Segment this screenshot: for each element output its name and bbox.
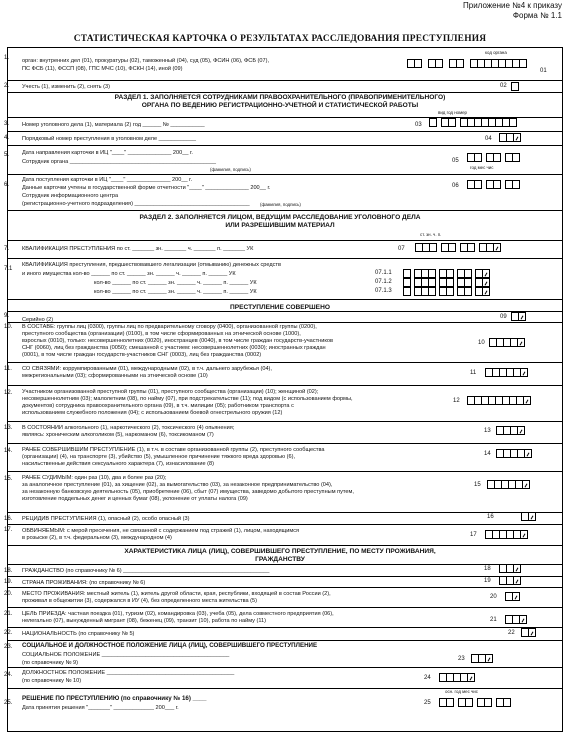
decision-date-text: Дата принятия решения "_______" _____________ 200___ г.: [22, 705, 179, 711]
row-number: 22.: [4, 630, 13, 636]
officer-caption: (фамилия, подпись): [210, 167, 251, 172]
code-box[interactable]: [448, 243, 456, 252]
code-box[interactable]: [414, 59, 422, 68]
code-04: 04: [485, 136, 492, 142]
code-07-1-1: 07.1.1: [375, 270, 392, 276]
row-number: 17.: [4, 527, 13, 533]
code-06: 06: [452, 183, 459, 189]
row-number: 1.: [4, 55, 10, 61]
code-box[interactable]: [522, 480, 530, 489]
laundering-row-2: кол-во ______ по ст. ______ зн. ______ ч. ______ п. ______ УК: [94, 280, 257, 286]
decision-text: РЕШЕНИЕ ПО ПРЕСТУПЛЕНИЮ (по справочнику № 16) ____: [22, 695, 207, 702]
date-cols: год мес чис: [470, 165, 494, 170]
row-number: 6.: [4, 182, 10, 188]
row-number: 24.: [4, 672, 13, 678]
code-07-1-2: 07.1.2: [375, 279, 392, 285]
code-12: 12: [453, 398, 460, 404]
section2-title-2: ИЛИ РАЗРЕШИВШИМ МАТЕРИАЛ: [225, 222, 335, 229]
info-center-text: Сотрудник информационного центра: [22, 193, 119, 199]
links-text-2: межрегиональными (03); сформированными на этнической основе (10): [22, 373, 208, 379]
code-box[interactable]: [428, 287, 436, 296]
code-box[interactable]: [493, 153, 501, 162]
form-number: Форма № 1.1: [512, 11, 562, 20]
row-number: 4.: [4, 135, 10, 141]
position-text: ДОЛЖНОСТНОЕ ПОЛОЖЕНИЕ _________________________________________: [22, 670, 235, 676]
code-box[interactable]: [517, 426, 525, 435]
code-box[interactable]: [464, 287, 472, 296]
laundering-text: КВАЛИФИКАЦИЯ преступления, предшествовавшего легализации (отмыванию) денежных средств: [22, 262, 281, 268]
characteristics-heading-2: ГРАЖДАНСТВУ: [255, 556, 305, 563]
participant-text-3: документов) сотрудника правоохранительного органа (09), в т.ч. милиции (05); работником транспорта с: [22, 403, 294, 409]
code-box[interactable]: [482, 287, 490, 296]
previously-committed-text: РАНЕЕ СОВЕРШИВШИМ ПРЕСТУПЛЕНИЕ (1), в т.ч. в составе организованной группы (2), преступного сообщества: [22, 447, 325, 453]
report-text: Данные карточки учтены в государственной форме отчетности "____" ______________ 200__ г.: [22, 185, 271, 191]
code-box[interactable]: [467, 673, 475, 682]
page-title: СТАТИСТИЧЕСКАЯ КАРТОЧКА О РЕЗУЛЬТАТАХ РАССЛЕДОВАНИЯ ПРЕСТУПЛЕНИЯ: [73, 34, 487, 44]
social-ref: (по справочнику № 9): [22, 660, 79, 666]
code-box[interactable]: [446, 269, 454, 278]
code-box[interactable]: [446, 287, 454, 296]
serial-text: Серийно (2): [22, 317, 54, 323]
code-box[interactable]: [509, 118, 517, 127]
row-number: 7.1: [4, 266, 13, 272]
row-number: 3.: [4, 121, 10, 127]
country-text: СТРАНА ПРОЖИВАНИЯ: (по справочнику № 6): [22, 580, 146, 586]
ordinal-text: Порядковый номер преступления в уголовном деле ____________: [22, 136, 196, 142]
participant-text: Участником организованной преступной группы (01), преступного сообщества (организации) (10); женщиной (02);: [22, 389, 319, 395]
code-box[interactable]: [503, 698, 511, 707]
links-text: СО СВЯЗЯМИ: коррумпированными (01), международными (02), в т.ч. дальнего зарубежья (04),: [22, 366, 272, 372]
code-box[interactable]: [493, 180, 501, 189]
code-17: 17: [470, 532, 477, 538]
code-14: 14: [484, 451, 491, 457]
code-25: 25: [424, 700, 431, 706]
code-box[interactable]: [512, 592, 520, 601]
organ-code-label: код органа: [485, 50, 507, 55]
row-number: 10.: [4, 324, 13, 330]
receive-date-text: Дата поступления карточки в ИЦ "____" ______________ 200__ г.: [22, 177, 193, 183]
code-box[interactable]: [474, 153, 482, 162]
social-heading: СОЦИАЛЬНОЕ И ДОЛЖНОСТНОЕ ПОЛОЖЕНИЕ ЛИЦА (ЛИЦ), СОВЕРШИВШЕГО ПРЕСТУПЛЕНИЕ: [22, 642, 318, 649]
code-box[interactable]: [467, 243, 475, 252]
recidivism-text: РЕЦИДИВ ПРЕСТУПЛЕНИЯ (1), опасный (2), особо опасный (3): [22, 516, 190, 522]
laundering-row-1: и иного имущества кол-во ______ по ст. ______ зн. ______ ч. ______ п. ______ УК: [22, 271, 236, 277]
code-box[interactable]: [513, 133, 521, 142]
participant-text-2: несовершеннолетним (03); малолетним (08), по найму (07), при подстрекательстве (11); под видом (с использованием формы,: [22, 396, 353, 402]
previously-convicted-text-4: изготовление поддельных денег и ценных бумаг (08), уклонение от уплаты налога (09): [22, 496, 248, 502]
previously-convicted-text: РАНЕЕ СУДИМЫМ: один раз (10), два и более раз (20);: [22, 475, 167, 481]
code-13: 13: [484, 428, 491, 434]
nationality-text: НАЦИОНАЛЬНОСТЬ (по справочнику № 5): [22, 631, 135, 637]
citizenship-text: ГРАЖДАНСТВО (по справочнику № 6) _______________________________________________: [22, 568, 270, 574]
code-box[interactable]: [528, 628, 536, 637]
row-number: 7.: [4, 246, 10, 252]
state-text: В СОСТОЯНИИ алкогольного (1), наркотического (2), токсического (4) опьянения;: [22, 425, 235, 431]
officer-text: Сотрудник органа _______________________________________________: [22, 159, 216, 165]
decision-cols: осн. год мес чис: [445, 689, 478, 694]
code-box[interactable]: [428, 278, 436, 287]
code-box[interactable]: [446, 278, 454, 287]
row-number: 23.: [4, 644, 13, 650]
row-number: 5.: [4, 152, 10, 158]
previously-committed-text-3: насильственные действия сексуального характера (7), изнасилование (8): [22, 461, 214, 467]
residence-text-2: проживал в общежитии (3), содержался в ИУ (4), без определенного места жительства (5): [22, 598, 258, 604]
appendix-label: Приложение №4 к приказу: [463, 1, 562, 10]
row-number: 21.: [4, 611, 13, 617]
code-box[interactable]: [512, 153, 520, 162]
code-box[interactable]: [520, 368, 528, 377]
position-ref: (по справочнику № 10): [22, 678, 82, 684]
code-box[interactable]: [482, 269, 490, 278]
section1-title: РАЗДЕЛ 1. ЗАПОЛНЯЕТСЯ СОТРУДНИКАМИ ПРАВООХРАНИТЕЛЬНОГО (ПРАВОПРИМЕНИТЕЛЬНОГО): [114, 94, 446, 101]
row-number: 12.: [4, 390, 13, 396]
row-number: 18.: [4, 568, 13, 574]
code-box[interactable]: [403, 269, 411, 278]
previously-convicted-text-3: за незаконную банковскую деятельность (05), приобретение (06), сбыт (07) имущества, заведомо добытого преступным путем,: [22, 489, 354, 495]
laundering-row-3: кол-во ______ по ст. ______ зн. ______ ч. ______ п. ______ УК: [94, 289, 257, 295]
code-21: 21: [490, 617, 497, 623]
qualification-text: КВАЛИФИКАЦИЯ ПРЕСТУПЛЕНИЯ по ст. _______ зн. _______ ч. _______ п. _______ УК: [22, 246, 254, 252]
composition-text-3: взрослых (0010), только: несовершеннолетних (0020), иностранцев (0040), в том числе граждан государств-участников: [22, 338, 333, 344]
composition-text-2: преступного сообщества (организации) (0100), в том числе сформированных на этнической основе (1000),: [22, 331, 301, 337]
purpose-text: ЦЕЛЬ ПРИЕЗДА: частная поездка (01), туризм (02), командировка (03), учеба (05), дела совместного предприятия (06),: [22, 611, 334, 617]
row-number: 14.: [4, 448, 13, 454]
send-date-text: Дата направления карточки в ИЦ "____" ______________ 200__ г.: [22, 150, 193, 156]
accused-text-2: в розыске (2), в т.ч. федеральном (3), международном (4): [22, 535, 172, 541]
row-number: 15.: [4, 476, 13, 482]
code-24: 24: [424, 675, 431, 681]
code-box[interactable]: [519, 615, 527, 624]
code-box[interactable]: [464, 269, 472, 278]
code-box[interactable]: [528, 512, 536, 521]
code-box[interactable]: [513, 564, 521, 573]
row-number: 9.: [4, 313, 10, 319]
code-box[interactable]: [429, 243, 437, 252]
code-box[interactable]: [482, 278, 490, 287]
code-box[interactable]: [519, 59, 527, 68]
social-text: СОЦИАЛЬНОЕ ПОЛОЖЕНИЕ _________________________________________: [22, 652, 230, 658]
code-box[interactable]: [493, 243, 501, 252]
code-01: 01: [540, 68, 547, 74]
residence-text: МЕСТО ПРОЖИВАНИЯ: местный житель (1), житель другой области, края, республики, входящей в состав России (2),: [22, 591, 331, 597]
code-10: 10: [478, 340, 485, 346]
row-number: 2.: [4, 83, 10, 89]
row-number: 20.: [4, 591, 13, 597]
code-box[interactable]: [403, 278, 411, 287]
participant-text-4: использованием служебного положения (04); с использованием боевой огнестрельного оружия (12): [22, 410, 283, 416]
previously-convicted-text-2: за аналогичное преступление (01), за хищение (02), за вымогательство (03), за незаконное предпринимательство (04),: [22, 482, 333, 488]
code-09: 09: [500, 314, 507, 320]
code-box[interactable]: [518, 312, 526, 321]
code-box[interactable]: [446, 698, 454, 707]
organ-text-2: ПС ФСБ (11), ФССП (08), ГПС МЧС (10), ФСКН (14), иной (09): [22, 66, 183, 72]
composition-text-5: (0001), в том числе граждан государств-участников СНГ (0003), лиц без гражданства (0002): [22, 352, 262, 358]
code-07: 07: [398, 246, 405, 252]
characteristics-heading: ХАРАКТЕРИСТИКА ЛИЦА (ЛИЦ), СОВЕРШИВШЕГО ПРЕСТУПЛЕНИЕ, ПО МЕСТУ ПРОЖИВАНИЯ,: [124, 548, 436, 555]
purpose-text-2: нелегально (07), вынужденный мигрант (08), беженец (09), транзит (10), работа по найму (11): [22, 618, 267, 624]
composition-text-4: СНГ (0060), лиц без гражданства (0050); смешанной с участием: несовершеннолетних (0030); иностранных граждан: [22, 345, 326, 351]
code-19: 19: [484, 578, 491, 584]
row-number: 25.: [4, 700, 13, 706]
code-box[interactable]: [513, 576, 521, 585]
section2-title: РАЗДЕЛ 2. ЗАПОЛНЯЕТСЯ ЛИЦОМ, ВЕДУЩИМ РАССЛЕДОВАНИЕ УГОЛОВНОГО ДЕЛА: [139, 214, 421, 221]
code-05: 05: [452, 158, 459, 164]
code-02: 02: [500, 83, 507, 89]
code-20: 20: [490, 594, 497, 600]
section1-title-2: ОРГАНА ПО ВЕДЕНИЮ РЕГИСТРАЦИОННО-УЧЕТНОЙ И СТАТИСТИЧЕСКОЙ РАБОТЫ: [141, 102, 419, 109]
code-23: 23: [458, 656, 465, 662]
code-11: 11: [470, 370, 477, 376]
code-07-1-3: 07.1.3: [375, 288, 392, 294]
code-22: 22: [508, 630, 515, 636]
code-18: 18: [484, 566, 491, 572]
code-box[interactable]: [512, 180, 520, 189]
code-box[interactable]: [485, 654, 493, 663]
code-03: 03: [415, 122, 422, 128]
code-box[interactable]: [524, 449, 532, 458]
row-number: 11.: [4, 366, 12, 372]
code-box[interactable]: [456, 59, 464, 68]
code-box[interactable]: [484, 698, 492, 707]
code-box[interactable]: [435, 59, 443, 68]
code-box[interactable]: [523, 396, 531, 405]
code-box[interactable]: [465, 698, 473, 707]
organ-text: орган: внутренних дел (01), прокуратуры (02), таможенный (04), суд (05), ФСИН (06), ФСБ (07),: [22, 58, 270, 64]
code-box[interactable]: [403, 287, 411, 296]
registration-text: (регистрационно-учетного подразделения) _____________________________________: [22, 201, 250, 207]
code-box[interactable]: [448, 118, 456, 127]
composition-text: В СОСТАВЕ: группы лиц (0300), группы лиц по предварительному сговору (0400), организованной группы (0200),: [22, 324, 317, 330]
code-box[interactable]: [474, 180, 482, 189]
register-box[interactable]: [511, 82, 519, 91]
code-box[interactable]: [428, 269, 436, 278]
row-number: 13.: [4, 425, 13, 431]
code-box[interactable]: [520, 530, 528, 539]
organ-code-boxes[interactable]: [408, 59, 527, 68]
section1-cols: вид год номер: [438, 110, 467, 115]
code-15: 15: [474, 482, 481, 488]
section2-cols: ст. зн. ч. п.: [420, 232, 442, 237]
register-text: Учесть (1), изменить (2), снять (3): [22, 84, 110, 90]
code-box[interactable]: [429, 118, 437, 127]
row-number: 16.: [4, 516, 13, 522]
code-box[interactable]: [464, 278, 472, 287]
state-text-2: являясь: хроническим алкоголиком (5), наркоманом (6), токсикоманом (7): [22, 432, 214, 438]
registration-caption: (фамилия, подпись): [260, 202, 301, 207]
case-number-text: Номер уголовного дела (1), материала (2) год ______ № ___________: [22, 122, 205, 128]
previously-committed-text-2: (организации) (4), на транспорте (3), убийство (5), умышленное причинение тяжкого вреда здоровью (6),: [22, 454, 296, 460]
code-box[interactable]: [517, 338, 525, 347]
code-16: 16: [487, 514, 494, 520]
accused-text: ОБВИНЯЕМЫМ: с мерой пресечения, не связанной с содержанием под стражей (1), лицом, находящимся: [22, 528, 300, 534]
row-number: 19.: [4, 579, 13, 585]
committed-heading: ПРЕСТУПЛЕНИЕ СОВЕРШЕНО: [230, 304, 330, 311]
